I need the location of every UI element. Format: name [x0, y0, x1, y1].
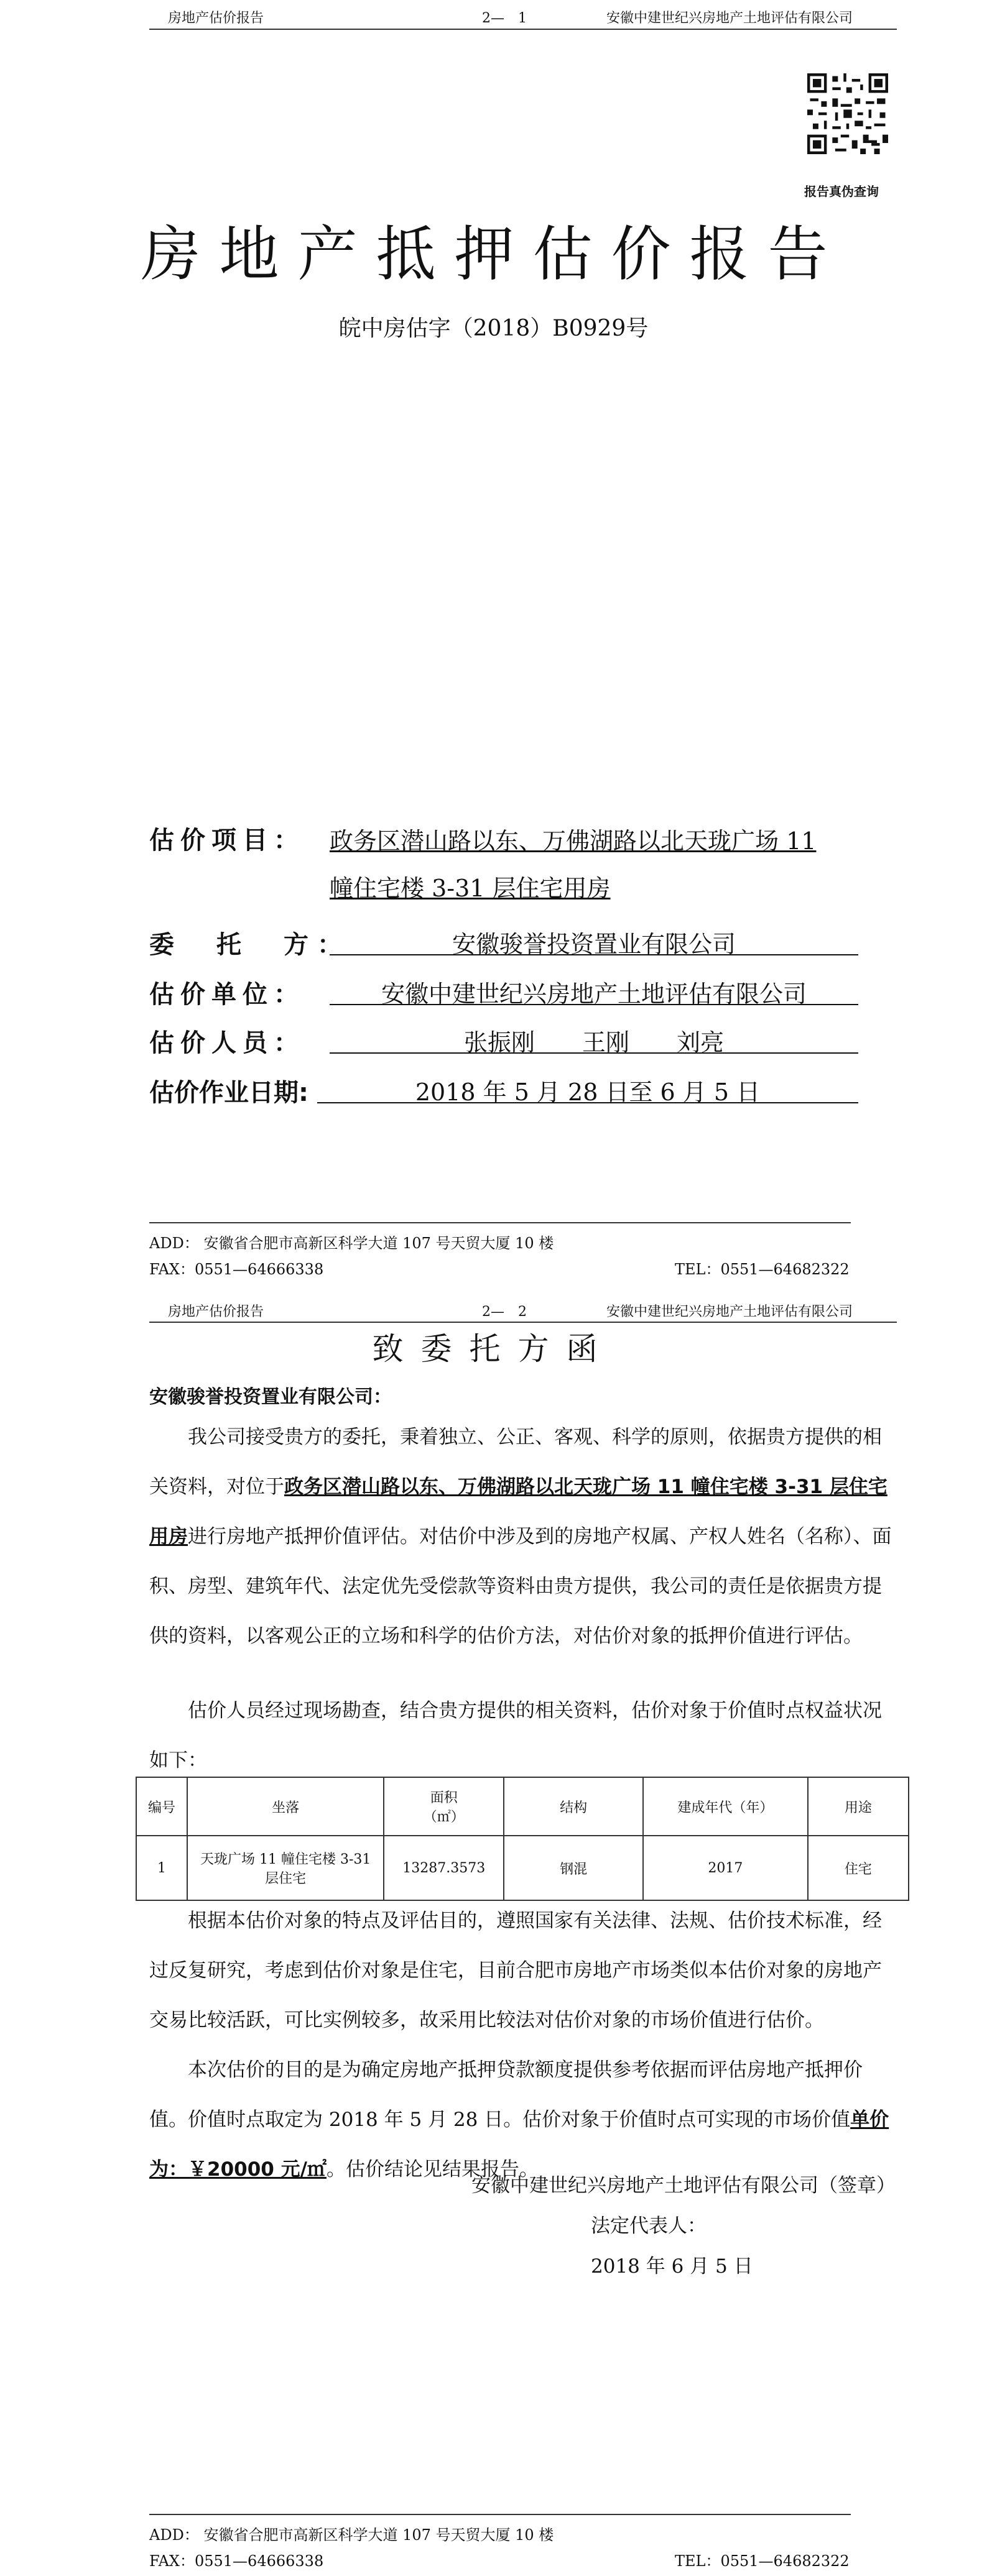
para4-text-a: 本次估价的目的是为确定房地产抵押贷款额度提供参考依据而评估房地产抵押价值。价值时点取定为 2018 年 5 月 28 日。估价对象于价值时点可实现的市场价值 — [149, 2059, 863, 2131]
staff-label: 估价人员： — [149, 1029, 305, 1057]
para1-text-a: 我公司接受贵方的委托，秉着独立、公正、客观、科学的原则，依据贵方提供的相关资料，对位于 — [149, 1426, 882, 1498]
signature-legal-rep: 法定代表人： — [591, 2215, 707, 2237]
page1-header-company: 安徽中建世纪兴房地产土地评估有限公司 — [606, 11, 853, 26]
table-cell-location: 天珑广场 11 幢住宅楼 3-31 层住宅 — [187, 1836, 384, 1900]
work-date-underline — [317, 1102, 858, 1103]
work-date-label: 估价作业日期: — [149, 1079, 308, 1107]
project-value-line1: 政务区潜山路以东、万佛湖路以北天珑广场 11 — [330, 827, 817, 855]
client-label: 委 托 方： — [149, 931, 351, 959]
table-row — [136, 1836, 909, 1900]
signature-date: 2018 年 6 月 5 日 — [591, 2255, 753, 2278]
letter-paragraph-1 — [149, 1412, 896, 1661]
letter-addressee: 安徽骏誉投资置业有限公司： — [149, 1386, 392, 1408]
qr-caption: 报告真伪查询 — [804, 184, 879, 199]
staff-value: 张振刚 王刚 刘亮 — [463, 1029, 724, 1056]
table-cell-usage: 住宅 — [808, 1836, 909, 1900]
page2-header-company: 安徽中建世纪兴房地产土地评估有限公司 — [606, 1304, 853, 1320]
table-header-location: 坐落 — [187, 1777, 384, 1836]
letter-paragraph-3: 根据本估价对象的特点及评估目的，遵照国家有关法律、法规、估价技术标准，经过反复研究，考虑到估价对象是住宅，目前合肥市房地产市场类似本估价对象的房地产交易比较活跃，可比实例较多，故采用比较法对估价对象的市场价值进行估价。 — [149, 1910, 882, 2031]
table-cell-structure: 钢混 — [504, 1836, 643, 1900]
client-underline — [330, 954, 858, 955]
project-label: 估价项目： — [149, 826, 305, 855]
para4-unit-price: 单价为：￥20000 元/㎡ — [149, 2109, 889, 2181]
table-header-structure: 结构 — [504, 1777, 643, 1836]
table-header-row — [136, 1777, 909, 1836]
page1-header-page-number: 2— 1 — [482, 11, 527, 26]
staff-underline — [330, 1052, 858, 1054]
property-table — [136, 1777, 909, 1901]
page2-footer-fax: FAX：0551—64666338 — [149, 2552, 324, 2570]
table-header-year-built: 建成年代（年） — [643, 1777, 808, 1836]
report-number: 皖中房估字（2018）B0929号 — [338, 316, 649, 341]
project-value-line2: 幢住宅楼 3-31 层住宅用房 — [330, 875, 611, 902]
page1-footer-address: ADD： 安徽省合肥市高新区科学大道 107 号天贸大厦 10 楼 — [149, 1235, 554, 1252]
report-title: 房地产抵押估价报告 — [141, 219, 846, 289]
page2-footer-address: ADD： 安徽省合肥市高新区科学大道 107 号天贸大厦 10 楼 — [149, 2526, 554, 2544]
unit-underline — [330, 1004, 858, 1005]
para4-text-b: 。估价结论见结果报告。 — [326, 2158, 539, 2181]
page2-footer-rule — [149, 2514, 851, 2515]
page1-footer-fax: FAX：0551—64666338 — [149, 1261, 324, 1278]
signature-company: 安徽中建世纪兴房地产土地评估有限公司（签章） — [471, 2174, 896, 2197]
table-header-area: 面积 （㎡） — [384, 1777, 504, 1836]
table-cell-area: 13287.3573 — [384, 1836, 504, 1900]
table-header-usage: 用途 — [808, 1777, 909, 1836]
page1-footer-tel: TEL：0551—64682322 — [675, 1261, 850, 1278]
work-date-value: 2018 年 5 月 28 日至 6 月 5 日 — [415, 1079, 761, 1106]
page2-header-page-number: 2— 2 — [482, 1304, 527, 1320]
unit-label: 估价单位： — [149, 980, 305, 1009]
table-header-no: 编号 — [136, 1777, 187, 1836]
table-cell-no: 1 — [136, 1836, 187, 1900]
page1-header-rule — [149, 29, 897, 30]
letter-title: 致委托方函 — [372, 1331, 615, 1367]
para1-property-address: 政务区潜山路以东、万佛湖路以北天珑广场 11 幢住宅楼 3-31 层住宅用房 — [149, 1476, 887, 1548]
para1-text-b: 进行房地产抵押价值评估。对估价中涉及到的房地产权属、产权人姓名（名称）、面积、房型、建筑年代、法定优先受偿款等资料由贵方提供，我公司的责任是依据贵方提供的资料，以客观公正的立场和科学的估价方法，对估价对象的抵押价值进行评估。 — [149, 1525, 892, 1647]
page2-header-rule — [149, 1322, 897, 1323]
qr-code-icon[interactable] — [807, 73, 888, 154]
page2-header-title: 房地产估价报告 — [168, 1304, 264, 1320]
table-cell-year-built: 2017 — [643, 1836, 808, 1900]
page1-footer-rule — [149, 1222, 851, 1223]
unit-value: 安徽中建世纪兴房地产土地评估有限公司 — [381, 980, 807, 1008]
page1-header-title: 房地产估价报告 — [168, 11, 264, 26]
page2-footer-tel: TEL：0551—64682322 — [675, 2552, 850, 2570]
letter-paragraph-2: 估价人员经过现场勘查，结合贵方提供的相关资料，估价对象于价值时点权益状况如下： — [149, 1700, 882, 1772]
client-value: 安徽骏誉投资置业有限公司 — [452, 931, 736, 958]
